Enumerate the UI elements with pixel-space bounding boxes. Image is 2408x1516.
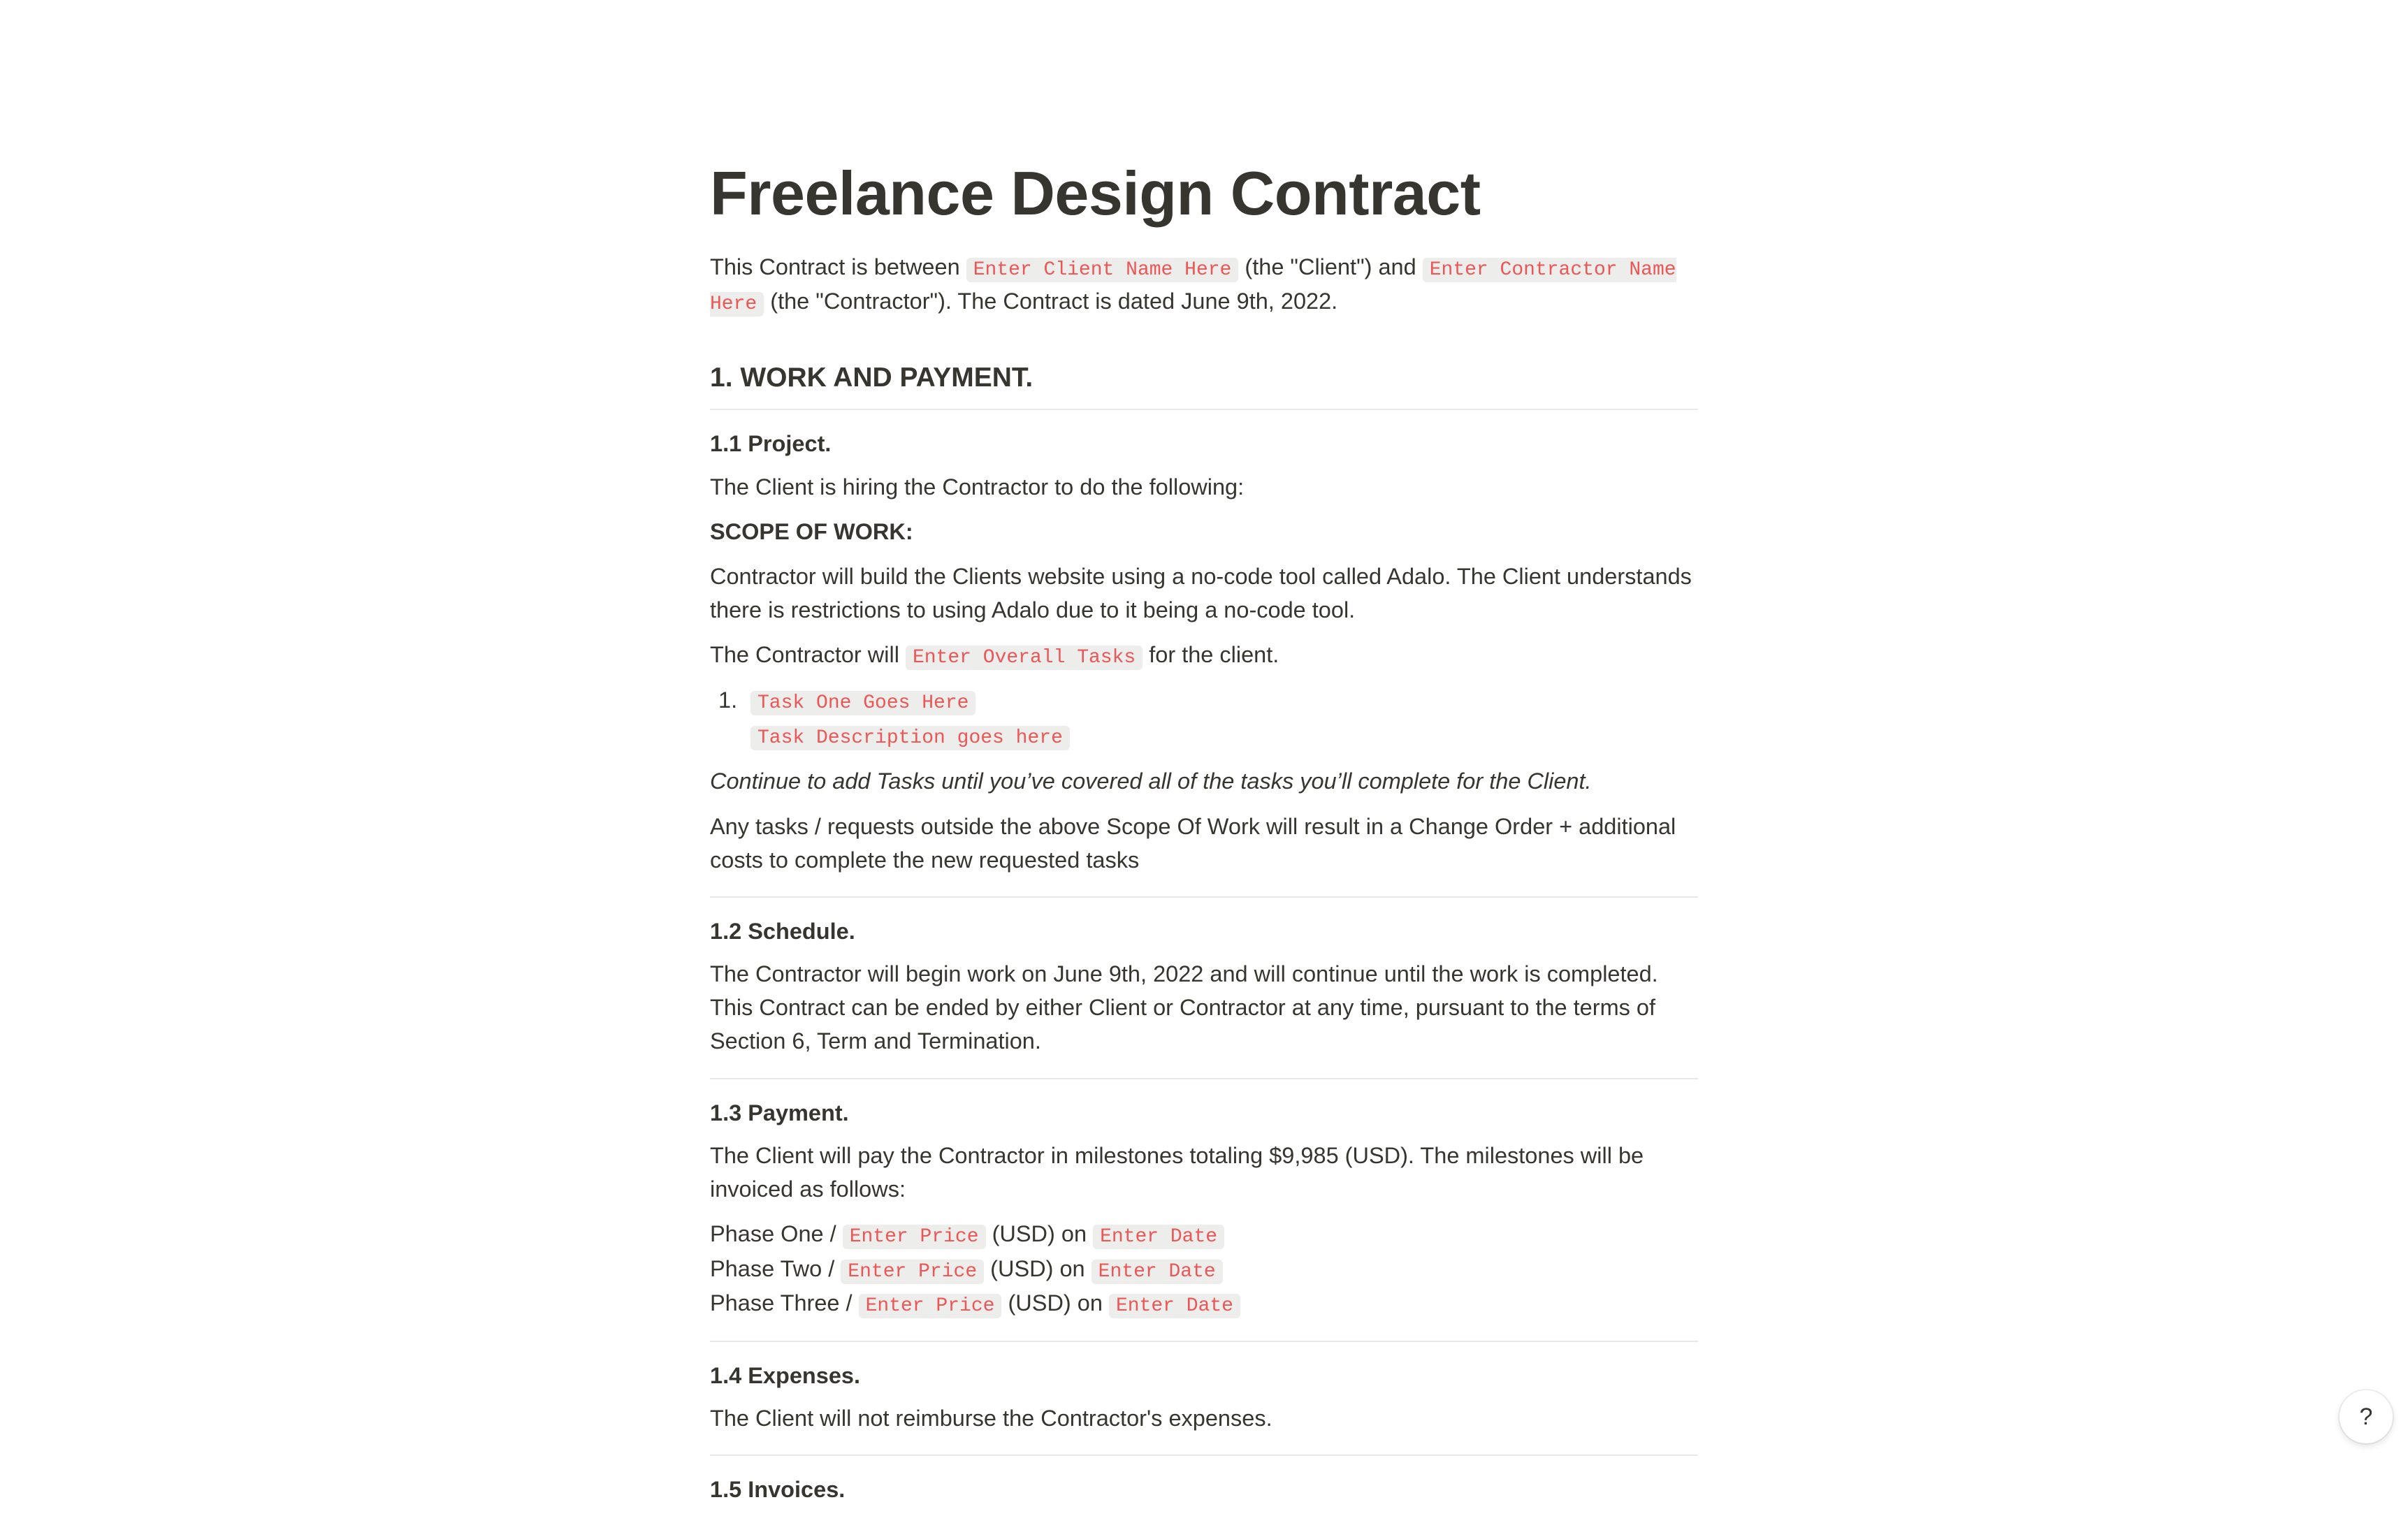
contractor-name-placeholder: Enter Contractor Name Here xyxy=(710,258,1676,316)
task-content xyxy=(750,683,1070,753)
project-paragraph-1: The Client is hiring the Contractor to do the following: xyxy=(710,474,1245,500)
phase-mid: (USD) on xyxy=(985,1221,1094,1247)
payment-heading: 1.3 Payment. xyxy=(710,1100,849,1125)
section-expenses xyxy=(710,1360,1698,1457)
task-description-placeholder: Task Description goes here xyxy=(750,726,1070,750)
expenses-paragraph: The Client will not reimburse the Contractor's expenses. xyxy=(710,1406,1272,1431)
task-one-placeholder: Task One Goes Here xyxy=(750,691,975,715)
page-title: Freelance Design Contract xyxy=(710,159,1481,228)
overall-tasks-placeholder: Enter Overall Tasks xyxy=(906,646,1143,670)
project-paragraph-3: Any tasks / requests outside the above Scope Of Work will result in a Change Order + additional costs to complete the new requested tasks xyxy=(710,813,1676,873)
project-paragraph-2: Contractor will build the Clients website using a no-code tool called Adalo. The Client understands there is restrictions to using Adalo due to it being a no-code tool. xyxy=(710,563,1692,622)
help-button[interactable] xyxy=(2340,1390,2393,1443)
overall-tasks-paragraph xyxy=(710,638,1698,672)
scope-of-work-label: SCOPE OF WORK: xyxy=(710,518,913,544)
tasks-text-2: for the client. xyxy=(1143,642,1279,668)
date-placeholder: Enter Date xyxy=(1093,1225,1224,1249)
payment-paragraph: The Client will pay the Contractor in milestones totaling $9,985 (USD). The milestones will be invoiced as follows: xyxy=(710,1143,1644,1202)
invoices-heading: 1.5 Invoices. xyxy=(710,1477,846,1503)
question-mark-icon: ? xyxy=(2359,1403,2373,1430)
phase-list xyxy=(710,1217,1698,1320)
phase-mid: (USD) on xyxy=(1001,1290,1109,1316)
section-project xyxy=(710,428,1698,898)
schedule-paragraph: The Contractor will begin work on June 9th, 2022 and will continue until the work is completed. This Contract can be ended by either Client or Contractor at any time, pursuant to the terms of Section 6, Term and Termination. xyxy=(710,961,1658,1054)
phase-line xyxy=(710,1217,1698,1251)
list-number: 1. xyxy=(718,687,738,713)
section-payment xyxy=(710,1098,1698,1342)
intro-paragraph xyxy=(710,250,1698,319)
tasks-text-1: The Contractor will xyxy=(710,642,906,668)
date-placeholder: Enter Date xyxy=(1091,1260,1223,1284)
phase-line xyxy=(710,1286,1698,1320)
section-schedule xyxy=(710,916,1698,1079)
phase-label: Phase Two / xyxy=(710,1255,841,1281)
client-name-placeholder: Enter Client Name Here xyxy=(966,258,1239,282)
intro-text-1: This Contract is between xyxy=(710,254,966,279)
section-invoices xyxy=(710,1474,1698,1506)
price-placeholder: Enter Price xyxy=(841,1260,984,1284)
expenses-heading: 1.4 Expenses. xyxy=(710,1362,860,1388)
price-placeholder: Enter Price xyxy=(859,1294,1002,1318)
date-placeholder: Enter Date xyxy=(1109,1294,1240,1318)
phase-label: Phase Three / xyxy=(710,1290,859,1316)
section-heading-work-payment: 1. WORK AND PAYMENT. xyxy=(710,360,1698,410)
price-placeholder: Enter Price xyxy=(843,1225,986,1249)
schedule-heading: 1.2 Schedule. xyxy=(710,918,855,944)
tasks-note: Continue to add Tasks until you’ve covered all of the tasks you’ll complete for the Client. xyxy=(710,768,1592,794)
phase-label: Phase One / xyxy=(710,1221,843,1247)
phase-mid: (USD) on xyxy=(984,1255,1091,1281)
intro-text-2: (the "Client") and xyxy=(1238,254,1423,279)
task-list-item xyxy=(710,683,1698,753)
intro-text-3: (the "Contractor"). The Contract is dated June 9th, 2022. xyxy=(764,289,1338,314)
phase-line xyxy=(710,1252,1698,1286)
project-heading: 1.1 Project. xyxy=(710,431,832,457)
document-page xyxy=(710,140,1698,1516)
